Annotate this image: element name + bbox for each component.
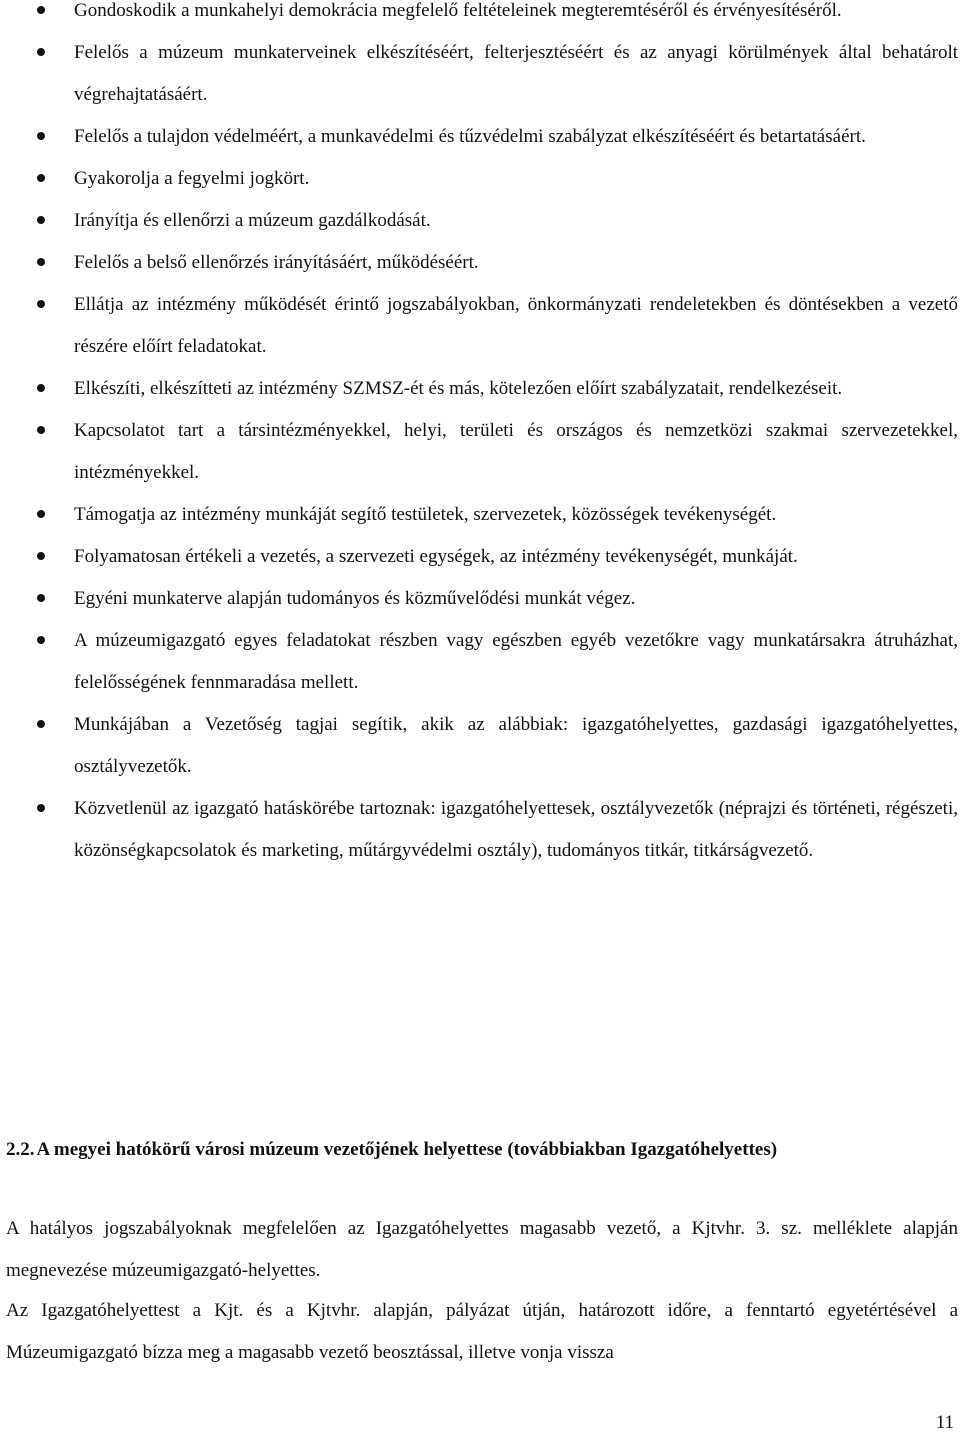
list-item bbox=[0, 494, 960, 536]
bullet-icon bbox=[37, 132, 45, 140]
bullet-icon bbox=[37, 636, 45, 644]
list-item bbox=[0, 620, 960, 704]
list-item-text: Gondoskodik a munkahelyi demokrácia megfelelő feltételeinek megteremtéséről és érvényesítéséről. bbox=[74, 0, 842, 21]
bullet-icon bbox=[37, 510, 45, 518]
list-item bbox=[0, 32, 960, 116]
list-item bbox=[0, 158, 960, 200]
section-number: 2.2. bbox=[6, 1139, 35, 1160]
bullet-icon bbox=[37, 384, 45, 392]
section-title: A megyei hatókörű városi múzeum vezetőjének helyettese (továbbiakban Igazgatóhelyettes) bbox=[36, 1139, 778, 1160]
list-item bbox=[0, 578, 960, 620]
bullet-icon bbox=[37, 216, 45, 224]
list-item-text: A múzeumigazgató egyes feladatokat részben vagy egészben egyéb vezetőkre vagy munkatársakra átruházhat, felelősségének fennmaradása mellett. bbox=[74, 630, 958, 693]
list-item-text: Felelős a múzeum munkaterveinek elkészítéséért, felterjesztéséért és az anyagi körülmények által behatárolt végrehajtatásáért. bbox=[74, 42, 958, 105]
list-item bbox=[0, 0, 960, 32]
list-item-text: Munkájában a Vezetőség tagjai segítik, akik az alábbiak: igazgatóhelyettes, gazdasági igazgatóhelyettes, osztályvezetők. bbox=[74, 714, 958, 777]
list-item-text: Felelős a belső ellenőrzés irányításáért, működéséért. bbox=[74, 252, 479, 273]
bullet-icon bbox=[37, 6, 45, 14]
list-item bbox=[0, 242, 960, 284]
list-item bbox=[0, 116, 960, 158]
bullet-icon bbox=[37, 48, 45, 56]
bullet-icon bbox=[37, 426, 45, 434]
list-item-text: Ellátja az intézmény működését érintő jogszabályokban, önkormányzati rendeletekben és döntésekben a vezető részére előírt feladatokat. bbox=[74, 294, 958, 357]
bullet-icon bbox=[37, 804, 45, 812]
list-item-text: Közvetlenül az igazgató hatáskörébe tartoznak: igazgatóhelyettesek, osztályvezetők (néprajzi és történeti, régészeti, közönségkapcsolatok és marketing, műtárgyvédelmi osztály), tudományos titkár, titkárságvezető. bbox=[74, 798, 958, 861]
list-item-text: Folyamatosan értékeli a vezetés, a szervezeti egységek, az intézmény tevékenységét, munkáját. bbox=[74, 546, 798, 567]
body-paragraph: A hatályos jogszabályoknak megfelelően az Igazgatóhelyettes magasabb vezető, a Kjtvhr. 3. sz. melléklete alapján megnevezése múzeumigazgató-helyettes. bbox=[6, 1218, 958, 1281]
list-item bbox=[0, 368, 960, 410]
bullet-icon bbox=[37, 174, 45, 182]
list-item bbox=[0, 536, 960, 578]
list-item-text: Gyakorolja a fegyelmi jogkört. bbox=[74, 168, 310, 189]
list-item-text: Elkészíti, elkészítteti az intézmény SZMSZ-ét és más, kötelezően előírt szabályzatait, rendelkezéseit. bbox=[74, 378, 843, 399]
bullet-icon bbox=[37, 720, 45, 728]
section-heading bbox=[6, 1134, 956, 1166]
list-item-text: Irányítja és ellenőrzi a múzeum gazdálkodását. bbox=[74, 210, 431, 231]
list-item bbox=[0, 704, 960, 788]
list-item bbox=[0, 284, 960, 368]
list-item-text: Támogatja az intézmény munkáját segítő testületek, szervezetek, közösségek tevékenységét. bbox=[74, 504, 777, 525]
body-paragraph: Az Igazgatóhelyettest a Kjt. és a Kjtvhr. alapján, pályázat útján, határozott időre, a fenntartó egyetértésével a Múzeumigazgató bízza meg a magasabb vezető beosztással, illetve vonja vissza bbox=[6, 1300, 958, 1363]
list-item-text: Egyéni munkaterve alapján tudományos és közművelődési munkát végez. bbox=[74, 588, 636, 609]
page-number: 11 bbox=[935, 1412, 954, 1433]
bullet-icon bbox=[37, 594, 45, 602]
list-item-text: Kapcsolatot tart a társintézményekkel, helyi, területi és országos és nemzetközi szakmai szervezetekkel, intézményekkel. bbox=[74, 420, 958, 483]
bullet-icon bbox=[37, 258, 45, 266]
bullet-icon bbox=[37, 300, 45, 308]
bullet-icon bbox=[37, 552, 45, 560]
list-item bbox=[0, 788, 960, 872]
list-item-text: Felelős a tulajdon védelméért, a munkavédelmi és tűzvédelmi szabályzat elkészítéséért és betartatásáért. bbox=[74, 126, 866, 147]
list-item bbox=[0, 200, 960, 242]
list-item bbox=[0, 410, 960, 494]
